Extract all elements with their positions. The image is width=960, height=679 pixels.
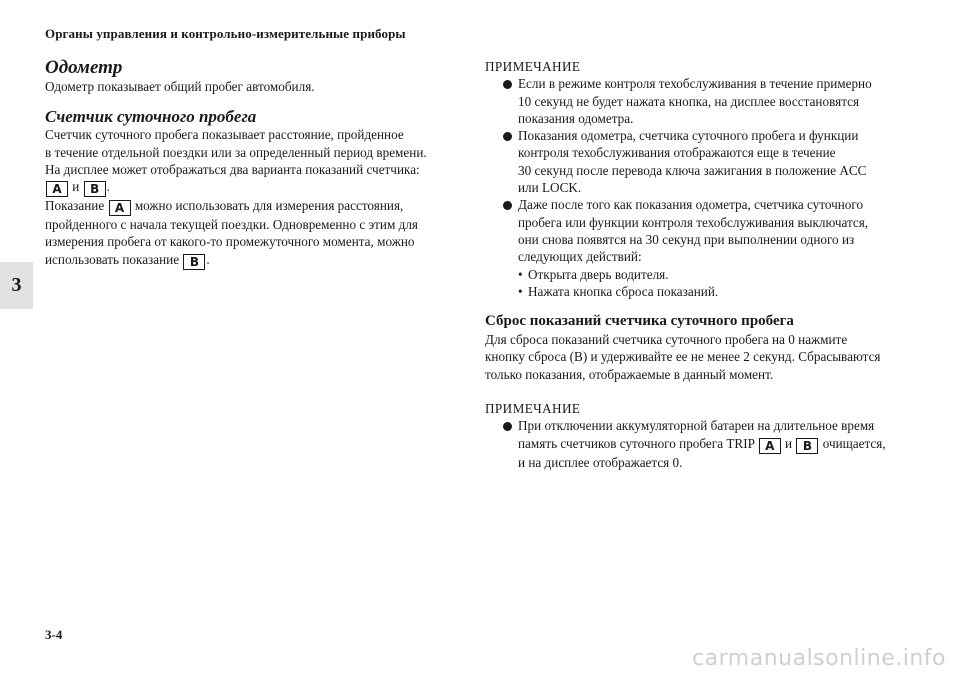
note-bullet-line: следующих действий: bbox=[518, 249, 642, 265]
trip-a-symbol: A bbox=[109, 200, 131, 216]
note-bullet-line: Даже после того как показания одометра, счетчика суточного bbox=[518, 197, 864, 213]
usage-line-2: пройденного с начала текущей поездки. Одновременно с этим для bbox=[45, 217, 418, 233]
trip-text-line-2: в течение отдельной поездки или за определенный период времени. bbox=[45, 144, 427, 160]
note-bullet-line: Показания одометра, счетчика суточного пробега и функции bbox=[518, 128, 859, 144]
usage-line-1 bbox=[45, 197, 455, 216]
note-bullet-list bbox=[485, 75, 910, 265]
trip-text-line-1: Счетчик суточного пробега показывает расстояние, пройденное bbox=[45, 127, 404, 143]
note2-line-1: При отключении аккумуляторной батареи на длительное время bbox=[518, 418, 875, 434]
left-column bbox=[45, 58, 455, 270]
trip-text-line-3: На дисплее может отображаться два варианта показаний счетчика: bbox=[45, 161, 420, 177]
condition-list bbox=[485, 266, 910, 301]
note-bullet-line: 10 секунд не будет нажата кнопка, на дисплее восстановятся bbox=[518, 93, 860, 109]
condition-text: Открыта дверь водителя. bbox=[528, 266, 669, 282]
page-header: Органы управления и контрольно-измерительные приборы bbox=[45, 26, 406, 41]
note-bullet bbox=[485, 417, 910, 471]
sub-bullet-mark: • bbox=[518, 283, 523, 299]
watermark: carmanualsonline.info bbox=[692, 646, 946, 671]
trip-b-symbol: B bbox=[796, 438, 818, 454]
chapter-tab: 3 bbox=[0, 262, 33, 309]
bullet-dot-icon bbox=[503, 201, 512, 210]
and-word: и bbox=[72, 179, 80, 195]
note-title-2: ПРИМЕЧАНИЕ bbox=[485, 401, 581, 417]
note2-line-2-post: очищается, bbox=[822, 435, 886, 451]
bullet-dot-icon bbox=[503, 80, 512, 89]
condition-item bbox=[485, 283, 910, 300]
bullet-dot-icon bbox=[503, 132, 512, 141]
note-bullet-line: Если в режиме контроля техобслуживания в течение примерно bbox=[518, 76, 872, 92]
note-bullet-line: показания одометра. bbox=[518, 110, 634, 126]
usage-pre: Показание bbox=[45, 198, 105, 214]
condition-item bbox=[485, 266, 910, 283]
usage-line-4-text: использовать показание bbox=[45, 251, 180, 267]
note2-line-3: и на дисплее отображается 0. bbox=[518, 454, 683, 470]
period: . bbox=[206, 251, 210, 267]
reset-text bbox=[485, 331, 910, 383]
reset-heading: Сброс показаний счетчика суточного пробега bbox=[485, 313, 794, 330]
reset-text-line: Для сброса показаний счетчика суточного пробега на 0 нажмите bbox=[485, 332, 848, 348]
usage-post: можно использовать для измерения расстояния, bbox=[134, 198, 404, 214]
trip-variants-line bbox=[45, 178, 455, 197]
bullet-dot-icon bbox=[503, 422, 512, 431]
usage-line-3: измерения пробега от какого-то промежуточного момента, можно bbox=[45, 234, 415, 250]
trip-a-symbol: A bbox=[46, 181, 68, 197]
trip-b-symbol: B bbox=[84, 181, 106, 197]
note-bullet-line: контроля техобслуживания отображаются еще в течение bbox=[518, 145, 836, 161]
trip-b-symbol: B bbox=[183, 254, 205, 270]
note2-line-2-pre: память счетчиков суточного пробега TRIP bbox=[518, 435, 755, 451]
reset-text-line: только показания, отображаемые в данный момент. bbox=[485, 366, 774, 382]
note-bullet-line: 30 секунд после перевода ключа зажигания в положение ACC bbox=[518, 162, 867, 178]
right-column bbox=[485, 58, 910, 471]
reset-text-line: кнопку сброса (B) и удерживайте ее не менее 2 секунд. Сбрасываются bbox=[485, 349, 881, 365]
note2-line-2 bbox=[518, 435, 910, 454]
period: . bbox=[106, 179, 110, 195]
odometer-text: Одометр показывает общий пробег автомобиля. bbox=[45, 79, 315, 94]
condition-text: Нажата кнопка сброса показаний. bbox=[528, 283, 719, 299]
usage-line-4 bbox=[45, 251, 455, 270]
trip-a-symbol: A bbox=[759, 438, 781, 454]
and-word: и bbox=[785, 435, 793, 451]
note-bullet-line: или LOCK. bbox=[518, 180, 582, 196]
note-bullet bbox=[485, 127, 910, 196]
note-bullet-line: пробега или функции контроля техобслуживания выключатся, bbox=[518, 214, 869, 230]
note-bullet bbox=[485, 196, 910, 265]
page-number: 3-4 bbox=[45, 627, 63, 642]
note-bullet bbox=[485, 75, 910, 127]
trip-meter-heading: Счетчик суточного пробега bbox=[45, 107, 257, 127]
note-bullet-line: они снова появятся на 30 секунд при выполнении одного из bbox=[518, 231, 855, 247]
odometer-heading: Одометр bbox=[45, 57, 123, 78]
sub-bullet-mark: • bbox=[518, 266, 523, 282]
note-title: ПРИМЕЧАНИЕ bbox=[485, 59, 581, 74]
